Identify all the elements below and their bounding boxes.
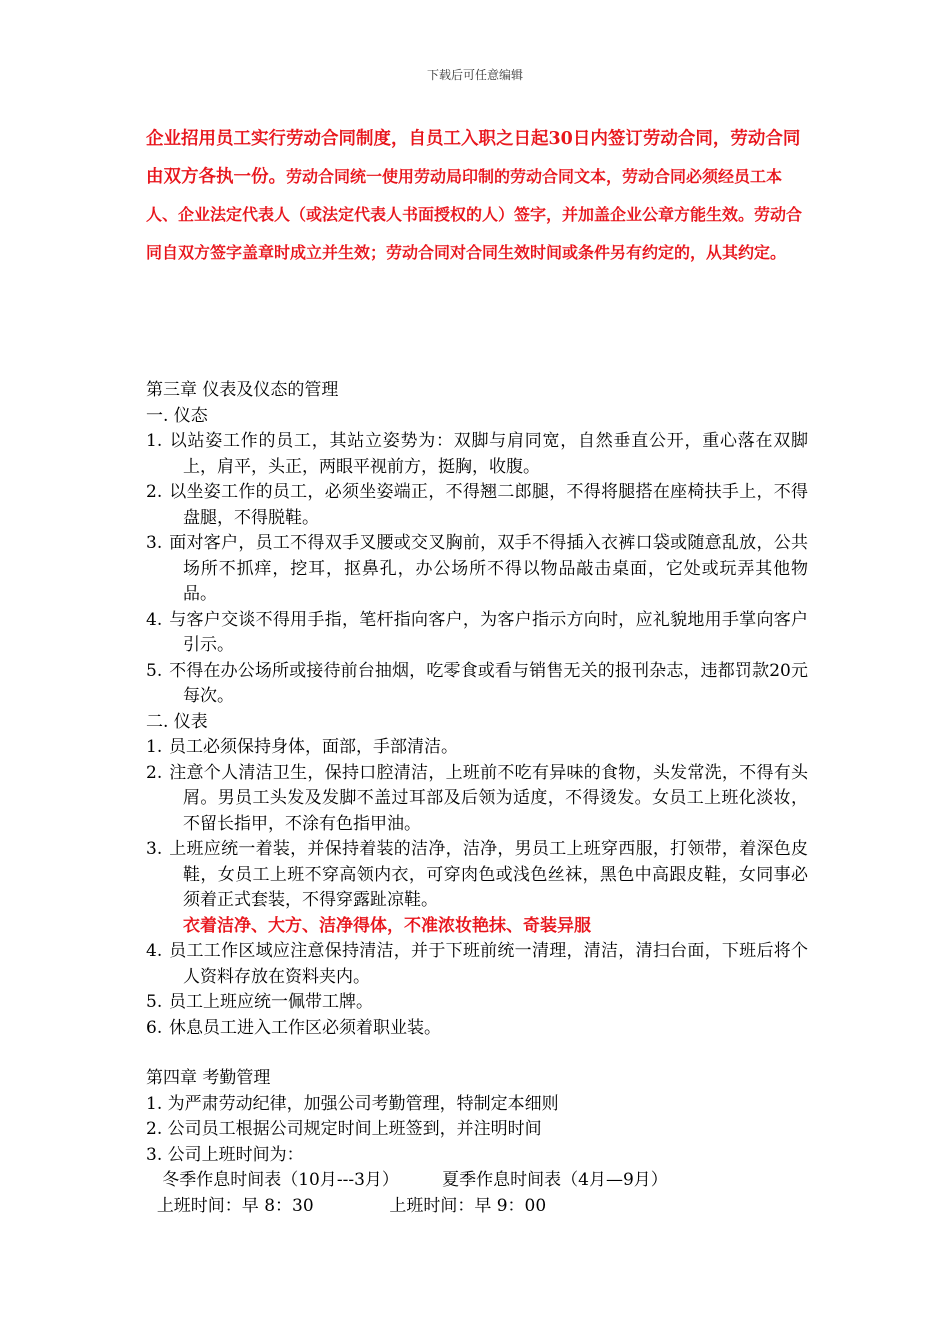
list-item xyxy=(146,990,808,1016)
list-item xyxy=(146,1016,808,1042)
list-item xyxy=(146,429,808,480)
winter-schedule-title: 冬季作息时间表（10月---3月） xyxy=(162,1170,399,1190)
list-item-number: 1. xyxy=(146,431,163,451)
list-item xyxy=(146,735,808,761)
list-item-text: 上班应统一着装，并保持着装的洁净，洁净，男员工上班穿西服，打领带，着深色皮鞋，女员工上班不穿高领内衣，可穿肉色或浅色丝袜，黑色中高跟皮鞋，女同事必须着正式套装，不得穿露趾凉鞋。 xyxy=(169,839,808,910)
list-item-number: 6. xyxy=(146,1017,163,1038)
winter-start-time: 上班时间：早 8：30 xyxy=(156,1195,314,1216)
list-item xyxy=(146,939,808,990)
list-item-number: 4. xyxy=(146,609,163,630)
contract-notice-lead: 企业招用员工实行劳动合同制度，自员工入职之日起30日内签订劳动合同，劳动合同由双方各执一份。 xyxy=(146,129,801,187)
list-item-text: 以坐姿工作的员工，必须坐姿端正，不得翘二郎腿，不得将腿搭在座椅扶手上，不得盘腿，不得脱鞋。 xyxy=(169,482,808,528)
section2-list xyxy=(146,735,808,914)
list-item-number: 3. xyxy=(146,839,163,859)
list-item-number: 2. xyxy=(146,482,163,502)
list-item-number: 3. xyxy=(146,533,163,553)
list-item-number: 5. xyxy=(146,992,163,1012)
list-item xyxy=(146,480,808,531)
list-item xyxy=(146,837,808,914)
list-item-text: 员工上班应统一佩带工牌。 xyxy=(169,992,373,1012)
list-item-number: 5. xyxy=(146,660,163,681)
list-item-number: 1. xyxy=(146,737,163,757)
list-item xyxy=(146,659,808,710)
list-item xyxy=(146,608,808,659)
list-item-text: 以站姿工作的员工，其站立姿势为：双脚与肩同宽，自然垂直公开，重心落在双脚上，肩平，头正，两眼平视前方，挺胸，收腹。 xyxy=(169,431,808,477)
section2-title: 二. 仪表 xyxy=(146,711,208,732)
chapter4-title: 第四章 考勤管理 xyxy=(146,1068,271,1088)
contract-notice-rest: 劳动合同统一使用劳动局印制的劳动合同文本，劳动合同必须经员工本人、企业法定代表人（或法定代表人书面授权的人）签字，并加盖企业公章方能生效。劳动合同自双方签字盖章时成立并生效；劳动合同对合同生效时间或条件另有约定的，从其约定。 xyxy=(146,167,803,262)
list-item-text: 面对客户，员工不得双手叉腰或交叉胸前，双手不得插入衣裤口袋或随意乱放，公共场所不抓痒，挖耳，抠鼻孔，办公场所不得以物品敲击桌面，它处或玩弄其他物品。 xyxy=(169,533,808,604)
list-item-text: 注意个人清洁卫生，保持口腔清洁，上班前不吃有异味的食物，头发常洗，不得有头屑。男员工头发及发脚不盖过耳部及后领为适度，不得烫发。女员工上班化淡妆，不留长指甲，不涂有色指甲油。 xyxy=(169,762,808,834)
list-item-text: 员工必须保持身体，面部，手部清洁。 xyxy=(169,737,458,757)
document-body xyxy=(146,378,808,1219)
list-item-text: 不得在办公场所或接待前台抽烟，吃零食或看与销售无关的报刊杂志，违都罚款20元每次。 xyxy=(169,660,808,706)
section1-title: 一. 仪态 xyxy=(146,405,208,426)
chapter4-list xyxy=(146,1092,808,1169)
dress-code-note: 衣着洁净、大方、洁净得体，不准浓妆艳抹、奇装异服 xyxy=(183,915,591,936)
list-item-number: 2. xyxy=(146,762,163,783)
list-item xyxy=(146,531,808,608)
chapter4-line: 3. 公司上班时间为： xyxy=(146,1144,304,1165)
list-item-text: 与客户交谈不得用手指，笔杆指向客户，为客户指示方向时，应礼貌地用手掌向客户引示。 xyxy=(169,609,808,655)
chapter3-title: 第三章 仪表及仪态的管理 xyxy=(146,380,339,400)
section1-list xyxy=(146,429,808,710)
list-item xyxy=(146,761,808,838)
chapter4-line: 1. 为严肃劳动纪律，加强公司考勤管理，特制定本细则 xyxy=(146,1093,559,1114)
chapter4-line: 2. 公司员工根据公司规定时间上班签到，并注明时间 xyxy=(146,1119,542,1139)
list-item-number: 4. xyxy=(146,941,163,961)
page-header: 下载后可任意编辑 xyxy=(426,68,523,82)
contract-notice xyxy=(146,120,806,272)
section2-list-continued xyxy=(146,939,808,1041)
summer-schedule-title: 夏季作息时间表（4月—9月） xyxy=(442,1170,668,1190)
list-item-text: 员工工作区域应注意保持清洁，并于下班前统一清理，清洁，清扫台面，下班后将个人资料存放在资料夹内。 xyxy=(169,941,808,987)
summer-start-time: 上班时间：早 9：00 xyxy=(389,1195,547,1216)
schedule-titles xyxy=(146,1168,808,1194)
schedule-times xyxy=(146,1194,808,1220)
list-item-text: 休息员工进入工作区必须着职业装。 xyxy=(169,1017,441,1038)
